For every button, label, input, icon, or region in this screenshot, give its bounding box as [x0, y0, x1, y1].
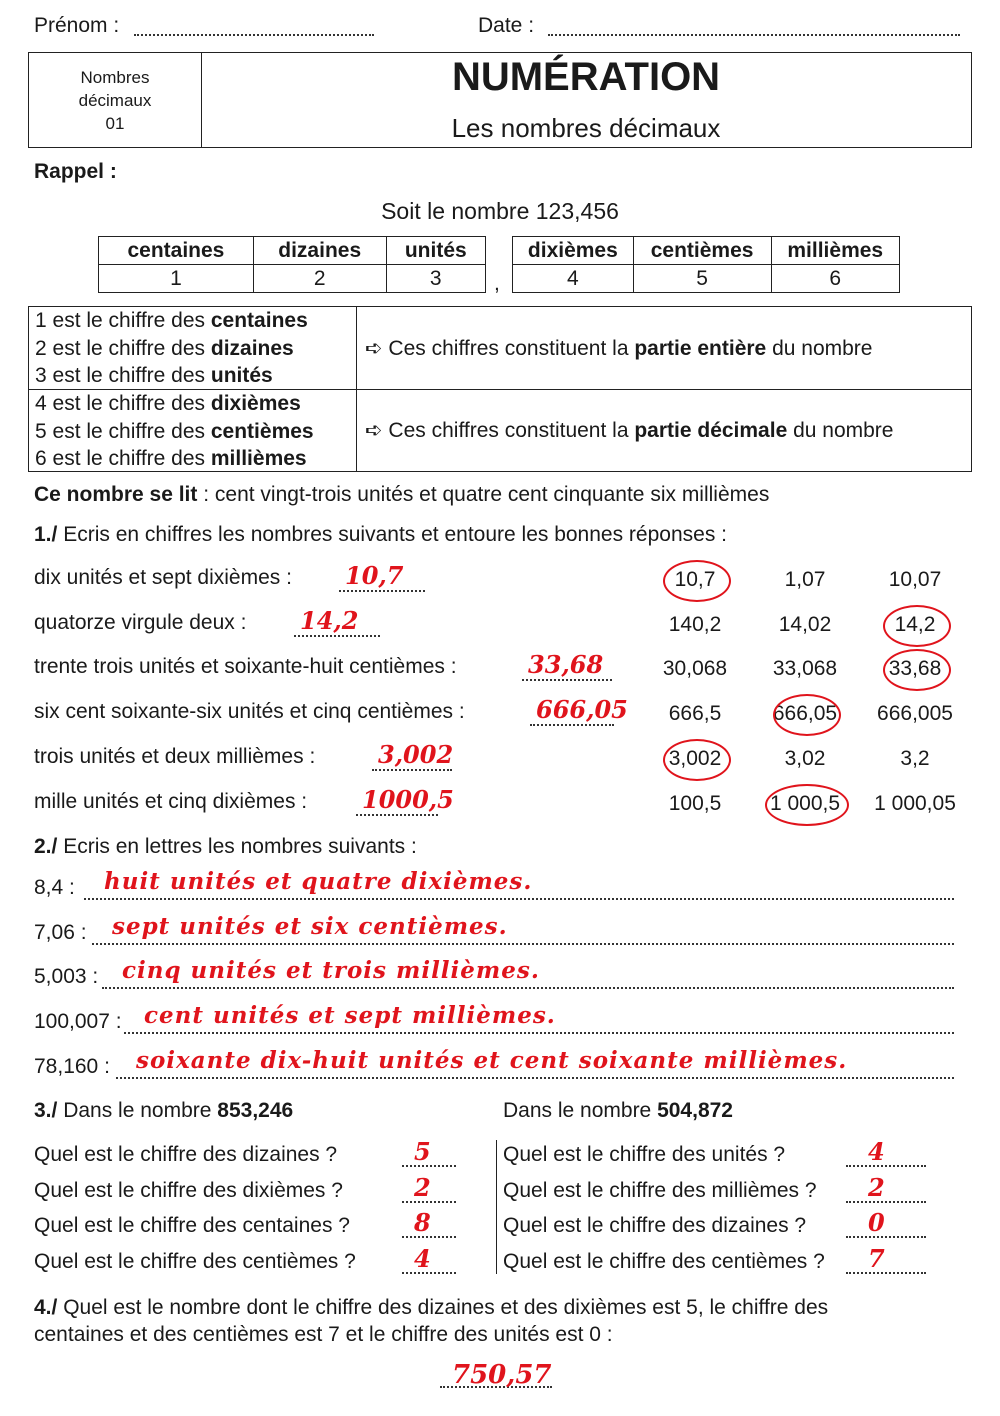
ex1-answer: 10,7: [345, 561, 404, 590]
ex1-answer: 14,2: [300, 606, 359, 635]
entier-row-1: 1 est le chiffre des centaines: [35, 309, 308, 332]
ex4-line1: 4./ Quel est le nombre dont le chiffre des dizaines et des dixièmes est 5, le chiffre des: [34, 1296, 829, 1319]
ex3-right-answer-field[interactable]: [846, 1165, 926, 1167]
answer-circle-mark: [663, 560, 731, 602]
ex2-number: 7,06 :: [34, 921, 87, 944]
answer-circle-mark: [773, 694, 841, 736]
ex1-choice[interactable]: 3,002: [668, 747, 722, 770]
header-centiemes: centièmes: [633, 237, 771, 265]
ex2-answer-field[interactable]: [84, 898, 954, 900]
ex3-right-question: Quel est le chiffre des unités ?: [503, 1143, 786, 1166]
digit-dizaines: 2: [253, 265, 386, 293]
ex3-right-intro: Dans le nombre 504,872: [503, 1099, 733, 1122]
entier-row-2: 2 est le chiffre des dizaines: [35, 336, 294, 360]
ex3-right-answer: 0: [868, 1208, 885, 1237]
entier-row-3: 3 est le chiffre des unités: [35, 364, 273, 387]
ex1-prompt: six cent soixante-six unités et cinq centièmes :: [34, 700, 465, 723]
entier-digits: [29, 307, 357, 389]
place-value-table-integer: [98, 236, 486, 293]
ex2-number: 100,007 :: [34, 1010, 122, 1033]
ex3-right-answer: 4: [868, 1137, 885, 1166]
ex3-left-answer: 4: [414, 1244, 431, 1273]
ex2-answer-field[interactable]: [124, 1032, 954, 1034]
answer-circle-mark: [663, 739, 731, 781]
header-dixiemes: dixièmes: [513, 237, 634, 265]
ex1-prompt: trente trois unités et soixante-huit centièmes :: [34, 655, 457, 678]
digit-centiemes: 5: [633, 265, 771, 293]
ex1-answer: 666,05: [536, 695, 628, 724]
header-milliemes: millièmes: [771, 237, 900, 265]
ex1-choice[interactable]: 1,07: [784, 568, 826, 591]
answer-circle-mark: [765, 784, 849, 826]
decimal-row-1: 4 est le chiffre des dixièmes: [35, 392, 301, 415]
ex1-answer: 3,002: [378, 740, 454, 769]
ex3-right-answer-field[interactable]: [846, 1201, 926, 1203]
ex3-left-question: Quel est le chiffre des centièmes ?: [34, 1250, 356, 1273]
ex1-choice[interactable]: 100,5: [668, 792, 722, 815]
ex3-right-answer-field[interactable]: [846, 1236, 926, 1238]
prenom-field[interactable]: [134, 34, 374, 36]
sheet-code-line1: Nombres: [80, 67, 150, 87]
sheet-code-line2: décimaux: [78, 90, 152, 110]
ex1-prompt: mille unités et cinq dixièmes :: [34, 790, 308, 813]
ex1-answer-field[interactable]: [356, 814, 438, 816]
ex2-answer-field[interactable]: [92, 943, 954, 945]
digit-milliemes: 6: [771, 265, 900, 293]
ex3-right-answer: 2: [868, 1173, 885, 1202]
date-field[interactable]: [548, 34, 960, 36]
ex1-answer: 33,68: [528, 650, 604, 679]
ex4-line2: centaines et des centièmes est 7 et le chiffre des unités est 0 :: [34, 1323, 613, 1346]
header-centaines: centaines: [99, 237, 254, 265]
ex1-choice[interactable]: 1 000,5: [769, 792, 841, 815]
decimal-digits: [29, 390, 357, 471]
ex1-answer-field[interactable]: [294, 635, 380, 637]
ex1-answer-field[interactable]: [339, 590, 425, 592]
ex2-answer: cent unités et sept millièmes.: [144, 1002, 556, 1029]
ex2-number: 8,4 :: [34, 876, 75, 899]
decimal-row-2: 5 est le chiffre des centièmes: [35, 419, 314, 443]
ex1-choice[interactable]: 14,2: [894, 613, 936, 636]
decimal-comma: ,: [494, 272, 500, 295]
ex1-choice[interactable]: 666,005: [877, 702, 953, 725]
answer-circle-mark: [883, 649, 951, 691]
digit-dixiemes: 4: [513, 265, 634, 293]
ex1-prompt: quatorze virgule deux :: [34, 611, 247, 634]
ex3-right-answer-field[interactable]: [846, 1272, 926, 1274]
entier-explanation: ➪ Ces chiffres constituent la partie entière du nombre: [365, 337, 873, 360]
ex1-choice[interactable]: 33,068: [772, 657, 838, 680]
ex3-right-answer: 7: [868, 1244, 885, 1273]
ex3-right-question: Quel est le chiffre des millièmes ?: [503, 1179, 817, 1202]
decimal-row-3: 6 est le chiffre des millièmes: [35, 447, 307, 470]
date-label: Date :: [478, 14, 535, 37]
title-box: [28, 52, 972, 148]
ex1-choice[interactable]: 140,2: [668, 613, 722, 636]
ex1-choice[interactable]: 10,07: [888, 568, 942, 591]
rappel-intro: Soit le nombre 123,456: [381, 198, 619, 224]
ex3-left-answer: 5: [414, 1137, 431, 1166]
ex3-left-intro: 3./ Dans le nombre 853,246: [34, 1099, 294, 1122]
ex1-choice[interactable]: 3,02: [784, 747, 826, 770]
ex1-choice[interactable]: 3,2: [900, 747, 930, 770]
ex1-answer-field[interactable]: [372, 769, 452, 771]
ex2-answer-field[interactable]: [116, 1077, 954, 1079]
ex3-left-answer: 2: [414, 1173, 431, 1202]
ex2-answer: soixante dix-huit unités et cent soixante millièmes.: [136, 1047, 848, 1074]
ex1-choice[interactable]: 666,05: [772, 702, 838, 725]
ex2-answer-field[interactable]: [102, 987, 954, 989]
header-unites: unités: [386, 237, 485, 265]
answer-circle-mark: [883, 605, 951, 647]
ex4-answer: 750,57: [452, 1360, 552, 1390]
ex2-number: 78,160 :: [34, 1055, 110, 1078]
ex1-answer-field[interactable]: [530, 724, 614, 726]
ex2-number: 5,003 :: [34, 965, 99, 988]
ex1-choice[interactable]: 30,068: [662, 657, 728, 680]
ex1-answer: 1000,5: [362, 785, 454, 814]
ex3-right-question: Quel est le chiffre des centièmes ?: [503, 1250, 825, 1273]
lecture-line: Ce nombre se lit : cent vingt-trois unités et quatre cent cinquante six millièmes: [34, 483, 770, 506]
ex1-prompt: dix unités et sept dixièmes :: [34, 566, 292, 589]
ex1-choice[interactable]: 10,7: [674, 568, 716, 591]
digit-explanation-table: [28, 306, 972, 472]
ex1-choice[interactable]: 1 000,05: [874, 792, 956, 815]
sheet-code-line3: 01: [105, 113, 125, 133]
ex3-left-question: Quel est le chiffre des centaines ?: [34, 1214, 350, 1237]
header-dizaines: dizaines: [253, 237, 386, 265]
ex2-answer: huit unités et quatre dixièmes.: [104, 868, 533, 895]
ex1-instruction: 1./ Ecris en chiffres les nombres suivants et entoure les bonnes réponses :: [34, 523, 727, 546]
decimal-explanation: ➪ Ces chiffres constituent la partie décimale du nombre: [365, 419, 894, 442]
digit-centaines: 1: [99, 265, 254, 293]
sheet-code: [29, 53, 202, 147]
ex3-left-answer: 8: [414, 1208, 431, 1237]
ex3-left-question: Quel est le chiffre des dizaines ?: [34, 1143, 338, 1166]
ex1-choice[interactable]: 666,5: [668, 702, 722, 725]
prenom-label: Prénom :: [34, 14, 120, 37]
ex3-right-question: Quel est le chiffre des dizaines ?: [503, 1214, 807, 1237]
ex3-column-divider: [496, 1140, 497, 1274]
ex1-answer-field[interactable]: [522, 679, 612, 681]
ex2-answer: cinq unités et trois millièmes.: [122, 957, 540, 984]
digit-unites: 3: [386, 265, 485, 293]
page-subtitle: Les nombres décimaux: [451, 113, 721, 143]
place-value-table-decimal: [512, 236, 900, 293]
ex3-left-question: Quel est le chiffre des dixièmes ?: [34, 1179, 343, 1202]
ex2-instruction: 2./ Ecris en lettres les nombres suivants :: [34, 835, 417, 858]
ex2-answer: sept unités et six centièmes.: [112, 913, 508, 940]
page-title: NUMÉRATION: [451, 55, 721, 99]
ex1-choice[interactable]: 14,02: [778, 613, 832, 636]
ex1-choice[interactable]: 33,68: [888, 657, 942, 680]
rappel-label: Rappel :: [34, 160, 117, 183]
ex1-prompt: trois unités et deux millièmes :: [34, 745, 316, 768]
